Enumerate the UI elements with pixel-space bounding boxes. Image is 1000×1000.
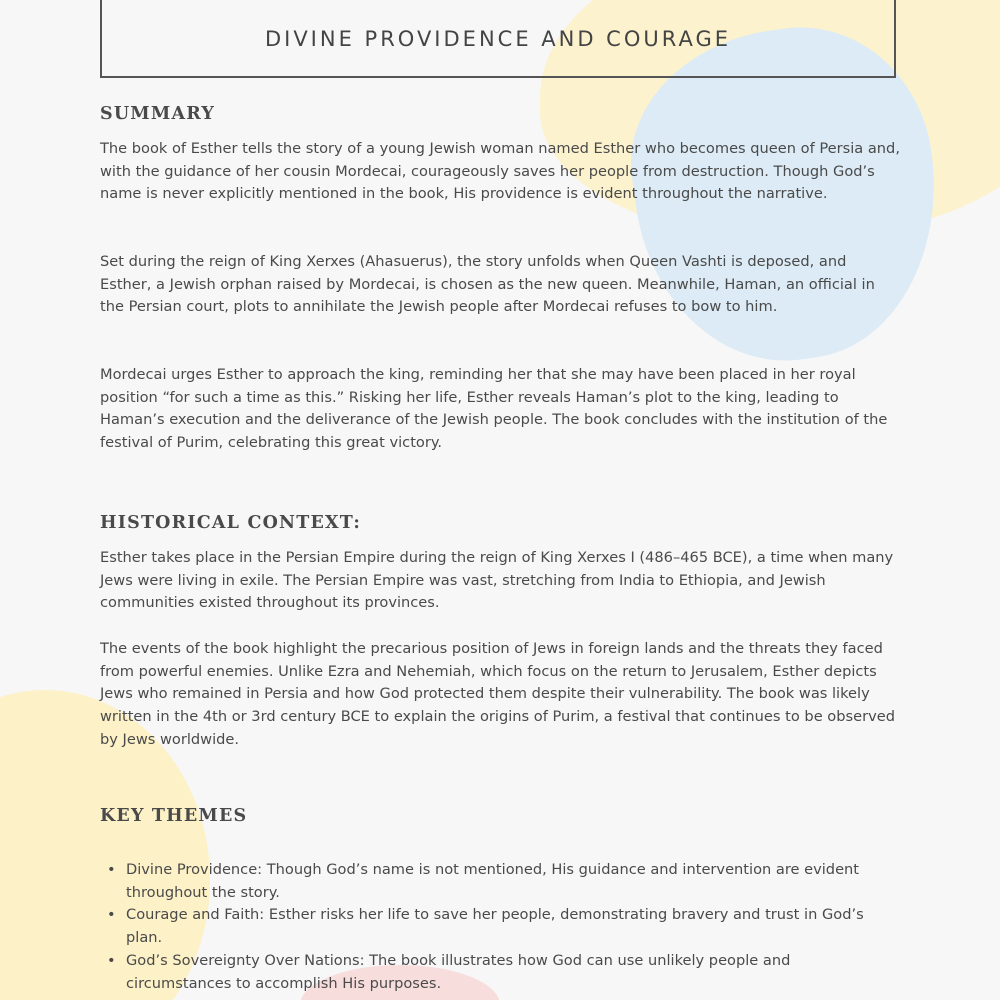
historical-context-paragraph-2: The events of the book highlight the precarious position of Jews in foreign lands and the threats they faced from powerful enemies. Unlike Ezra and Nehemiah, which focus on the return to Jerusalem, Esther depicts Jews who remained in Persia and how God protected them despite their vulnerability. The book was likely written in the 4th or 3rd century BCE to explain the origins of Purim, a festival that continues to be observed by Jews worldwide. xyxy=(100,640,895,748)
key-themes-heading: KEY THEMES xyxy=(100,806,248,826)
page-title: DIVINE PROVIDENCE AND COURAGE xyxy=(264,27,732,51)
list-item: • Divine Providence: Though God’s name is not mentioned, His guidance and intervention are evident throughout the story. xyxy=(126,859,900,904)
key-themes-list xyxy=(100,859,900,995)
summary-paragraph-1: The book of Esther tells the story of a young Jewish woman named Esther who becomes queen of Persia and, with the guidance of her cousin Mordecai, courageously saves her people from destruction. Though God’s name is never explicitly mentioned in the book, His providence is evident throughout the narrative. xyxy=(100,140,900,203)
summary-paragraph-3: Mordecai urges Esther to approach the king, reminding her that she may have been placed in her royal position “for such a time as this.” Risking her life, Esther reveals Haman’s plot to the king, leading to Haman’s execution and the deliverance of the Jewish people. The book concludes with the institution of the festival of Purim, celebrating this great victory. xyxy=(100,366,888,452)
historical-context-heading: HISTORICAL CONTEXT: xyxy=(100,513,362,533)
summary-heading: SUMMARY xyxy=(100,104,216,124)
list-item: • Courage and Faith: Esther risks her life to save her people, demonstrating bravery and trust in God’s plan. xyxy=(126,904,900,949)
title-box xyxy=(100,0,896,78)
historical-context-paragraph-1: Esther takes place in the Persian Empire during the reign of King Xerxes I (486–465 BCE), a time when many Jews were living in exile. The Persian Empire was vast, stretching from India to Ethiopia, and Jewish communities existed throughout its provinces. xyxy=(100,549,894,612)
summary-paragraph-2: Set during the reign of King Xerxes (Ahasuerus), the story unfolds when Queen Vashti is deposed, and Esther, a Jewish orphan raised by Mordecai, is chosen as the new queen. Meanwhile, Haman, an official in the Persian court, plots to annihilate the Jewish people after Mordecai refuses to bow to him. xyxy=(100,253,875,316)
list-item: • God’s Sovereignty Over Nations: The book illustrates how God can use unlikely people and circumstances to accomplish His purposes. xyxy=(126,950,900,995)
